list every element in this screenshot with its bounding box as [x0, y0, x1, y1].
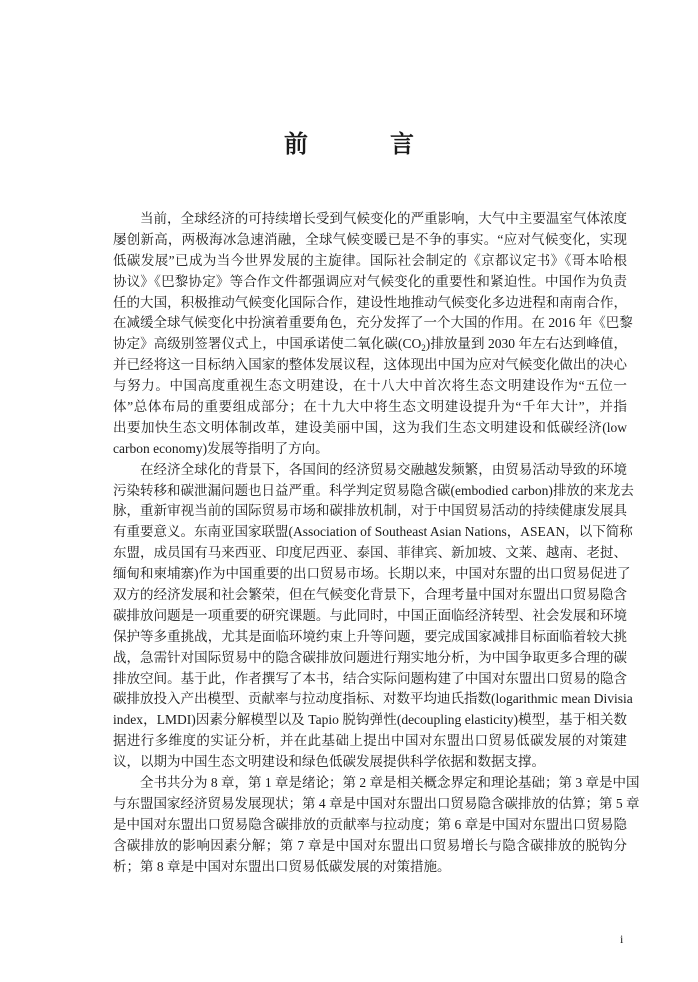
text-line: 并已经将这一目标纳入国家的整体发展议程，这体现出中国为应对气候变化做出的决心: [113, 357, 627, 373]
text-line: 析；第 8 章是中国对东盟出口贸易低碳发展的对策措施。: [113, 858, 451, 874]
text-line: 脉，重新审视当前的国际贸易市场和碳排放机制，对于中国贸易活动的持续健康发展具: [113, 503, 627, 519]
text-line: 低碳发展”已成为当今世界发展的主旋律。国际社会制定的《京都议定书》《哥本哈根: [113, 252, 627, 268]
text-line: 与东盟国家经济贸易发展现状；第 4 章是中国对东盟出口贸易隐含碳排放的估算；第 5 章: [113, 795, 640, 811]
text-line: 在减缓全球气候变化中扮演着重要角色，充分发挥了一个大国的作用。在 2016 年《巴黎: [113, 315, 633, 331]
text-line: carbon economy)发展等指明了方向。: [113, 440, 329, 456]
text-line-co2: [113, 334, 627, 355]
text-line: 排放空间。基于此，作者撰写了本书，结合实际问题构建了中国对东盟出口贸易的隐含: [113, 670, 627, 686]
text-line: 议，以期为中国生态文明建设和绿色低碳发展提供科学依据和数据支撑。: [113, 754, 545, 770]
text-line: 是中国对东盟出口贸易隐含碳排放的贡献率与拉动度；第 6 章是中国对东盟出口贸易隐: [113, 816, 627, 832]
text-line: 体”总体布局的重要组成部分；在十九大中将生态文明建设提升为“千年大计”，并指: [113, 399, 627, 415]
subscript: 2: [421, 343, 426, 354]
text-line: 有重要意义。东南亚国家联盟(Association of Southeast Asian Nations，ASEAN，以下简称: [113, 524, 633, 540]
text-line: 当前，全球经济的可持续增长受到气候变化的严重影响，大气中主要温室气体浓度: [140, 211, 627, 226]
text-line: 污染转移和碳泄漏问题也日益严重。科学判定贸易隐含碳(embodied carbon)排放的来龙去: [113, 482, 634, 498]
text-line: 任的大国，积极推动气候变化国际合作，建设性地推动气候变化多边进程和南南合作，: [113, 294, 627, 310]
text-line: 保护等多重挑战，尤其是面临环境约束上升等问题，要完成国家减排目标面临着较大挑: [113, 628, 627, 644]
text-line: 在经济全球化的背景下，各国间的经济贸易交融越发频繁，由贸易活动导致的环境: [140, 461, 627, 477]
text-line: 含碳排放的影响因素分解；第 7 章是中国对东盟出口贸易增长与隐含碳排放的脱钩分: [113, 837, 627, 853]
text-line: 协议》《巴黎协定》等合作文件都强调应对气候变化的重要性和紧迫性。中国作为负责: [113, 273, 627, 289]
preface-body: [113, 209, 640, 878]
text-line: index，LMDI)因素分解模型以及 Tapio 脱钩弹性(decoupling elasticity)模型，基于相关数: [113, 712, 627, 728]
paragraph-2: [113, 460, 634, 773]
text-line: 战，急需针对国际贸易中的隐含碳排放问题进行翔实地分析，为中国争取更多合理的碳: [113, 649, 627, 665]
text-line: 东盟，成员国有马来西亚、印度尼西亚、泰国、菲律宾、新加坡、文莱、越南、老挝、: [113, 545, 627, 561]
text-line: 碳排放问题是一项重要的研究课题。与此同时，中国正面临经济转型、社会发展和环境: [113, 607, 627, 623]
text-line: 出要加快生态文明体制改革，建设美丽中国，这为我们生态文明建设和低碳经济(low: [113, 419, 627, 435]
text-line: 据进行多维度的实证分析，并在此基础上提出中国对东盟出口贸易低碳发展的对策建: [113, 733, 627, 749]
paragraph-1: [113, 209, 633, 460]
page-number: i: [620, 932, 624, 946]
paragraph-3: [113, 773, 640, 877]
text-line: 屡创新高，两极海冰急速消融，全球气候变暖已是不争的事实。“应对气候变化，实现: [113, 231, 627, 247]
text-segment: 协定》高级别签署仪式上，中国承诺使二氧化碳(CO: [113, 336, 422, 352]
text-line: 与努力。中国高度重视生态文明建设，在十八大中首次将生态文明建设作为“五位一: [113, 378, 627, 394]
text-line: 双方的经济发展和社会繁荣，但在气候变化背景下，合理考量中国对东盟出口贸易隐含: [113, 587, 627, 603]
text-line: 全书共分为 8 章，第 1 章是绪论；第 2 章是相关概念界定和理论基础；第 3 章是中国: [140, 775, 640, 791]
page-title: 前 言: [284, 132, 452, 158]
text-line: 碳排放投入产出模型、贡献率与拉动度指标、对数平均迪氏指数(logarithmic mean Divisia: [113, 691, 633, 707]
text-line: 缅甸和柬埔寨)作为中国重要的出口贸易市场。长期以来，中国对东盟的出口贸易促进了: [113, 566, 631, 582]
text-segment: )排放量到 2030 年左右达到峰值，: [425, 336, 627, 352]
